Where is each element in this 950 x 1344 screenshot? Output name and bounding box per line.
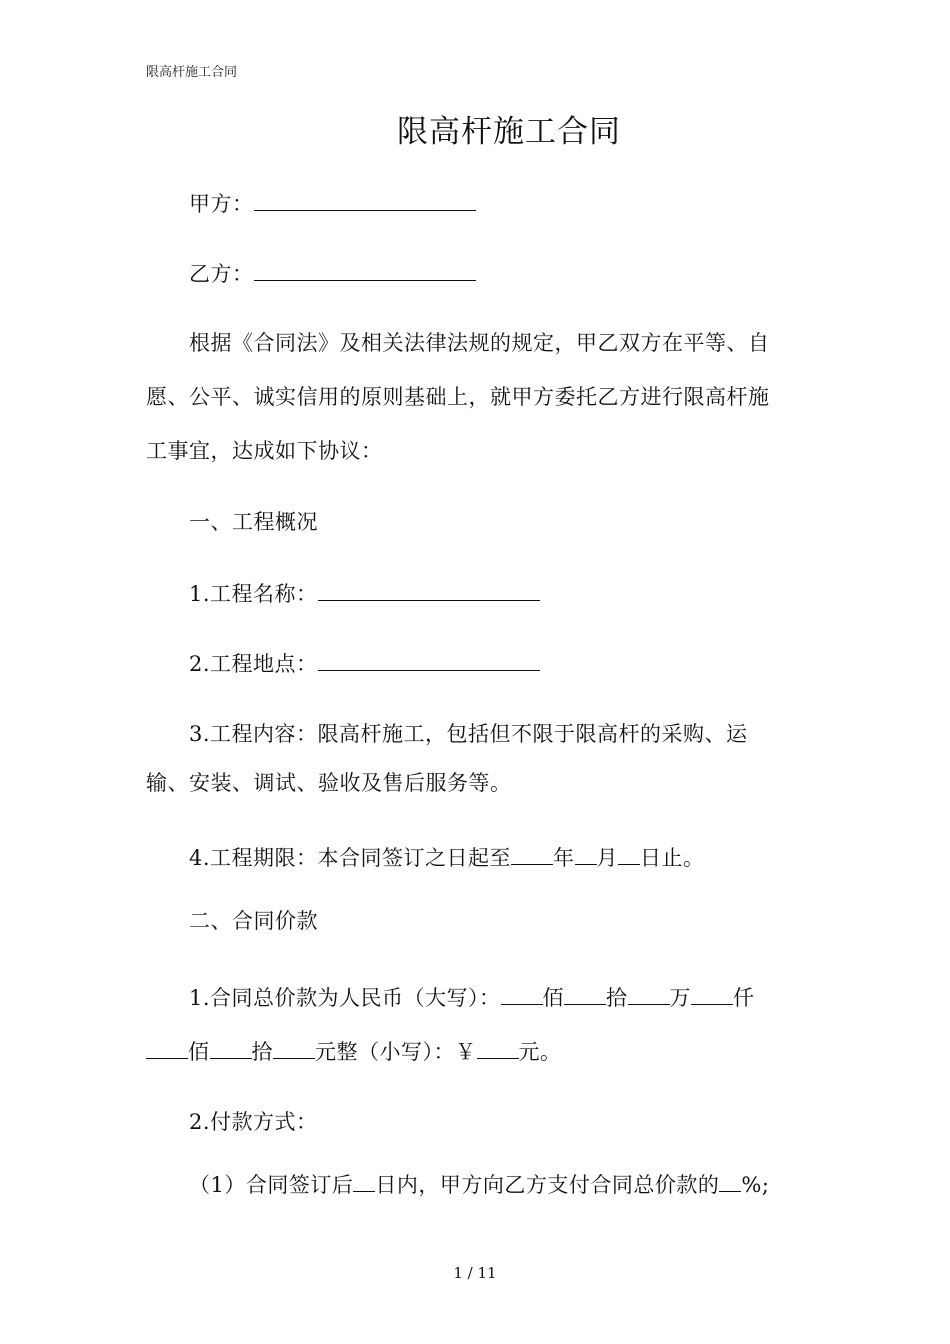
price-unit-3: 万	[669, 986, 692, 1011]
price-unit-6: 拾	[251, 1040, 273, 1065]
section-2-heading: 二、合同价款	[189, 909, 318, 933]
document-title: 限高杆施工合同	[397, 114, 621, 150]
price-blank-5[interactable]	[146, 1036, 188, 1059]
term-month-blank[interactable]	[575, 842, 597, 865]
contract-price-line-2	[146, 1036, 562, 1066]
project-name-blank[interactable]	[318, 578, 540, 601]
section-1-heading: 一、工程概况	[189, 510, 318, 534]
price-unit-1: 佰	[542, 986, 565, 1011]
price-blank-4[interactable]	[691, 982, 733, 1005]
contract-price-prefix: 1.合同总价款为人民币（大写）：	[189, 986, 501, 1011]
term-year-unit: 年	[553, 846, 575, 871]
price-blank-7[interactable]	[273, 1036, 315, 1059]
intro-line-2: 愿、公平、诚实信用的原则基础上，就甲方委托乙方进行限高杆施	[146, 385, 770, 409]
payment-method-heading: 2.付款方式：	[189, 1110, 318, 1134]
project-content-line-2: 输、安装、调试、验收及售后服务等。	[146, 771, 512, 795]
payment-item-1-middle: 日内，甲方向乙方支付合同总价款的	[375, 1173, 720, 1198]
party-b-blank[interactable]	[254, 258, 476, 281]
price-unit-2: 拾	[606, 986, 628, 1011]
price-unit-5: 佰	[188, 1040, 210, 1065]
payment-item-1-suffix: %;	[741, 1173, 770, 1198]
project-name-line	[189, 578, 540, 608]
payment-days-blank[interactable]	[353, 1169, 375, 1192]
price-blank-8[interactable]	[477, 1036, 519, 1059]
page-indicator: 1 / 11	[453, 1264, 497, 1282]
project-content-line-1: 3.工程内容：限高杆施工，包括但不限于限高杆的采购、运	[189, 722, 748, 746]
project-location-blank[interactable]	[318, 648, 540, 671]
party-a-blank[interactable]	[254, 188, 476, 211]
price-unit-4: 仟	[733, 986, 755, 1011]
price-blank-3[interactable]	[628, 982, 670, 1005]
payment-item-1-prefix: （1）合同签订后	[189, 1173, 354, 1198]
party-a-line	[189, 188, 476, 218]
term-day-suffix: 日止。	[640, 846, 705, 871]
payment-percent-blank[interactable]	[719, 1169, 741, 1192]
price-blank-2[interactable]	[564, 982, 606, 1005]
project-location-label: 2.工程地点：	[189, 652, 318, 677]
project-name-label: 1.工程名称：	[189, 582, 318, 607]
intro-line-1: 根据《合同法》及相关法律法规的规定，甲乙双方在平等、自	[189, 331, 770, 355]
price-unit-7: 元整（小写）：￥	[315, 1040, 477, 1065]
project-term-line	[189, 842, 705, 872]
price-unit-8: 元。	[518, 1040, 562, 1065]
price-blank-6[interactable]	[210, 1036, 252, 1059]
party-a-label: 甲方：	[189, 192, 254, 217]
project-term-prefix: 4.工程期限：本合同签订之日起至	[189, 846, 512, 871]
project-location-line	[189, 648, 540, 678]
party-b-line	[189, 258, 476, 288]
payment-item-1	[189, 1169, 769, 1199]
term-day-blank[interactable]	[618, 842, 640, 865]
term-year-blank[interactable]	[511, 842, 553, 865]
running-header: 限高杆施工合同	[146, 65, 238, 80]
contract-price-line-1	[189, 982, 755, 1012]
party-b-label: 乙方：	[189, 262, 254, 287]
intro-line-3: 工事宜，达成如下协议：	[146, 439, 383, 463]
price-blank-1[interactable]	[501, 982, 543, 1005]
term-month-unit: 月	[596, 846, 619, 871]
